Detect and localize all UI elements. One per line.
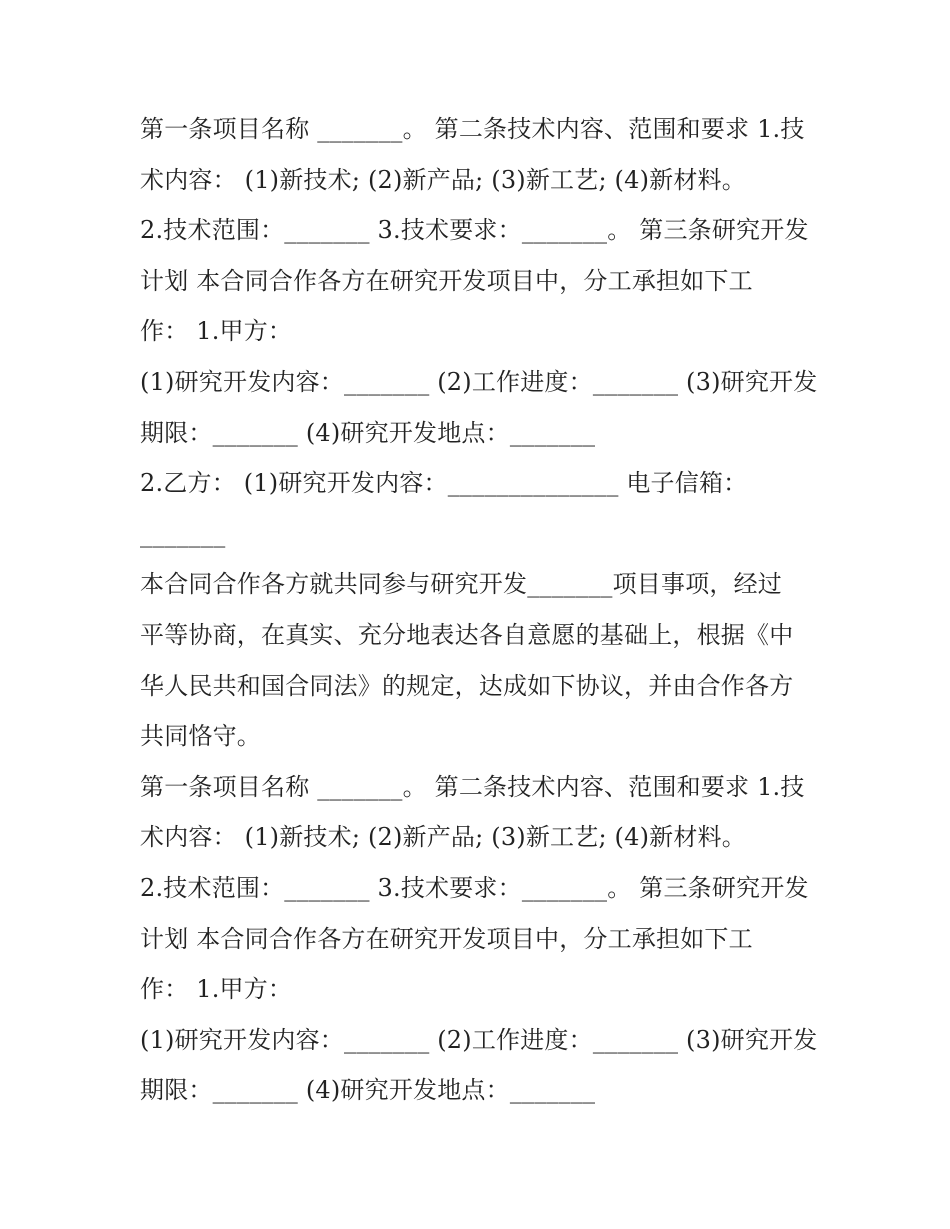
text-line: 2.乙方： (1)研究开发内容：______________ 电子信箱： [140, 469, 748, 498]
text-line: 作： 1.甲方： [140, 317, 293, 346]
text-line: 计划 本合同合作各方在研究开发项目中，分工承担如下工 [140, 266, 753, 295]
text-line: 术内容： (1)新技术; (2)新产品; (3)新工艺; (4)新材料。 [140, 823, 746, 852]
text-line: 华人民共和国合同法》的规定，达成如下协议，并由合作各方 [140, 671, 794, 700]
text-line: 第一条项目名称 _______。 第二条技术内容、范围和要求 1.技 [140, 772, 805, 801]
text-line: 2.技术范围：_______ 3.技术要求：_______。 第三条研究开发 [140, 873, 809, 902]
text-line: 2.技术范围：_______ 3.技术要求：_______。 第三条研究开发 [140, 216, 809, 245]
contract-text [140, 104, 820, 1116]
text-line: 第一条项目名称 _______。 第二条技术内容、范围和要求 1.技 [140, 115, 805, 143]
text-line: _______ [140, 519, 226, 548]
text-line: 期限：_______ (4)研究开发地点：_______ [140, 418, 596, 447]
text-line: 本合同合作各方就共同参与研究开发_______项目事项，经过 [140, 570, 782, 599]
text-line: (1)研究开发内容：_______ (2)工作进度：_______ (3)研究开发 [140, 1025, 818, 1054]
text-line: 期限：_______ (4)研究开发地点：_______ [140, 1076, 596, 1105]
text-line: (1)研究开发内容：_______ (2)工作进度：_______ (3)研究开发 [140, 367, 818, 396]
text-line: 术内容： (1)新技术; (2)新产品; (3)新工艺; (4)新材料。 [140, 165, 746, 194]
text-line: 共同恪守。 [140, 722, 261, 751]
text-line: 作： 1.甲方： [140, 975, 293, 1004]
text-line: 计划 本合同合作各方在研究开发项目中，分工承担如下工 [140, 924, 753, 953]
text-line: 平等协商，在真实、充分地表达各自意愿的基础上，根据《中 [140, 620, 794, 649]
